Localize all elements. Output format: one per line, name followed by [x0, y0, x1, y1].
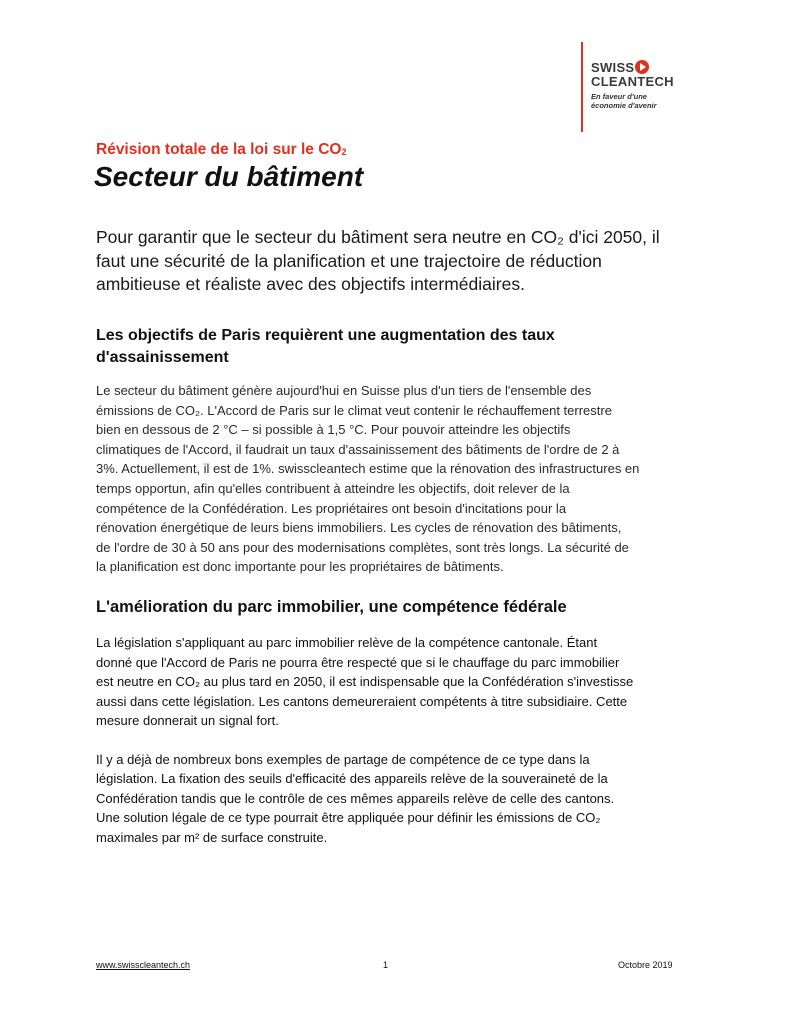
heading-line: d'assainissement [96, 349, 229, 366]
paragraph-line: maximales par m² de surface construite. [96, 829, 328, 845]
play-circle-icon [635, 60, 649, 74]
paragraph-line: de l'ordre de 30 à 50 ans pour des modernisations complètes, sont très longs. La sécurité de [96, 539, 629, 555]
kicker-subscript: 2 [341, 147, 347, 157]
paragraph-line: émissions de CO₂. L'Accord de Paris sur le climat veut contenir le réchauffement terrestre [96, 402, 612, 418]
logo-tagline-1: En faveur d'une [591, 92, 647, 101]
paragraph-line: donné que l'Accord de Paris ne pourra être respecté que si le chauffage du parc immobilier [96, 654, 620, 670]
logo-line-2: CLEANTECH [591, 74, 674, 89]
logo-tagline [591, 93, 701, 110]
logo-line-1: SWISS [591, 60, 635, 75]
paragraph-line: la planification est donc importante pour les propriétaires de bâtiments. [96, 559, 504, 575]
paragraph-line: 3%. Actuellement, il est de 1%. swisscleantech estime que la rénovation des infrastructures en [96, 461, 640, 477]
section-2-heading: L'amélioration du parc immobilier, une compétence fédérale [96, 598, 567, 616]
document-date: Octobre 2019 [618, 960, 673, 970]
paragraph-line: climatiques de l'Accord, il faudrait un taux d'assainissement des bâtiments de l'ordre de 2 à [96, 441, 620, 457]
document-kicker [96, 141, 347, 159]
paragraph-gap [96, 731, 716, 750]
paragraph-line: aussi dans cette législation. Les cantons demeureraient compétents à titre subsidiaire. Cette [96, 693, 628, 709]
intro-line: ambitieuse et réaliste avec des objectifs intermédiaires. [96, 274, 525, 294]
intro-paragraph [96, 226, 696, 297]
paragraph-line: La législation s'appliquant au parc immobilier relève de la compétence cantonale. Étant [96, 635, 598, 650]
page-number: 1 [383, 960, 389, 970]
kicker-text: Révision totale de la loi sur le CO [96, 141, 342, 158]
page-title: Secteur du bâtiment [94, 161, 364, 192]
website-link[interactable]: www.swisscleantech.ch [96, 960, 191, 970]
paragraph-line: est neutre en CO₂ au plus tard en 2050, il est indispensable que la Confédération s'investisse [96, 674, 634, 689]
paragraph-line: Le secteur du bâtiment génère aujourd'hui en Suisse plus d'un tiers de l'ensemble des [96, 383, 592, 398]
paragraph-line: Confédération tandis que le contrôle de ces mêmes appareils relève de celle des cantons. [96, 790, 615, 806]
logo-divider [581, 42, 583, 132]
section-1-heading [96, 325, 696, 369]
paragraph-line: mesure donnerait un signal fort. [96, 713, 279, 728]
paragraph-line: Une solution légale de ce type pourrait être appliquée pour définir les émissions de CO₂ [96, 810, 601, 825]
section-2-body [96, 633, 716, 847]
paragraph-line: bien en dessous de 2 °C – si possible à 1,5 °C. Pour pouvoir atteindre les objectifs [96, 422, 571, 438]
paragraph-line: compétence de la Confédération. Les propriétaires ont besoin d'incitations pour la [96, 500, 567, 516]
heading-line: Les objectifs de Paris requièrent une augmentation des taux [96, 327, 555, 344]
logo-tagline-2: économie d'avenir [591, 100, 657, 110]
section-1-paragraph [96, 381, 716, 577]
intro-line: Pour garantir que le secteur du bâtiment sera neutre en CO₂ d'ici 2050, il [96, 227, 660, 247]
paragraph-line: Il y a déjà de nombreux bons exemples de partage de compétence de ce type dans la [96, 751, 590, 767]
paragraph-line: rénovation énergétique de leurs biens immobiliers. Les cycles de rénovation des bâtiments, [96, 520, 622, 536]
intro-line: faut une sécurité de la planification et une trajectoire de réduction [96, 250, 602, 271]
paragraph-line: législation. La fixation des seuils d'efficacité des appareils relève de la souveraineté de la [96, 771, 608, 786]
paragraph-line: temps opportun, afin qu'elles contribuent à atteindre les objectifs, doit relever de la [96, 480, 570, 496]
swiss-cleantech-logo[interactable] [591, 60, 701, 110]
